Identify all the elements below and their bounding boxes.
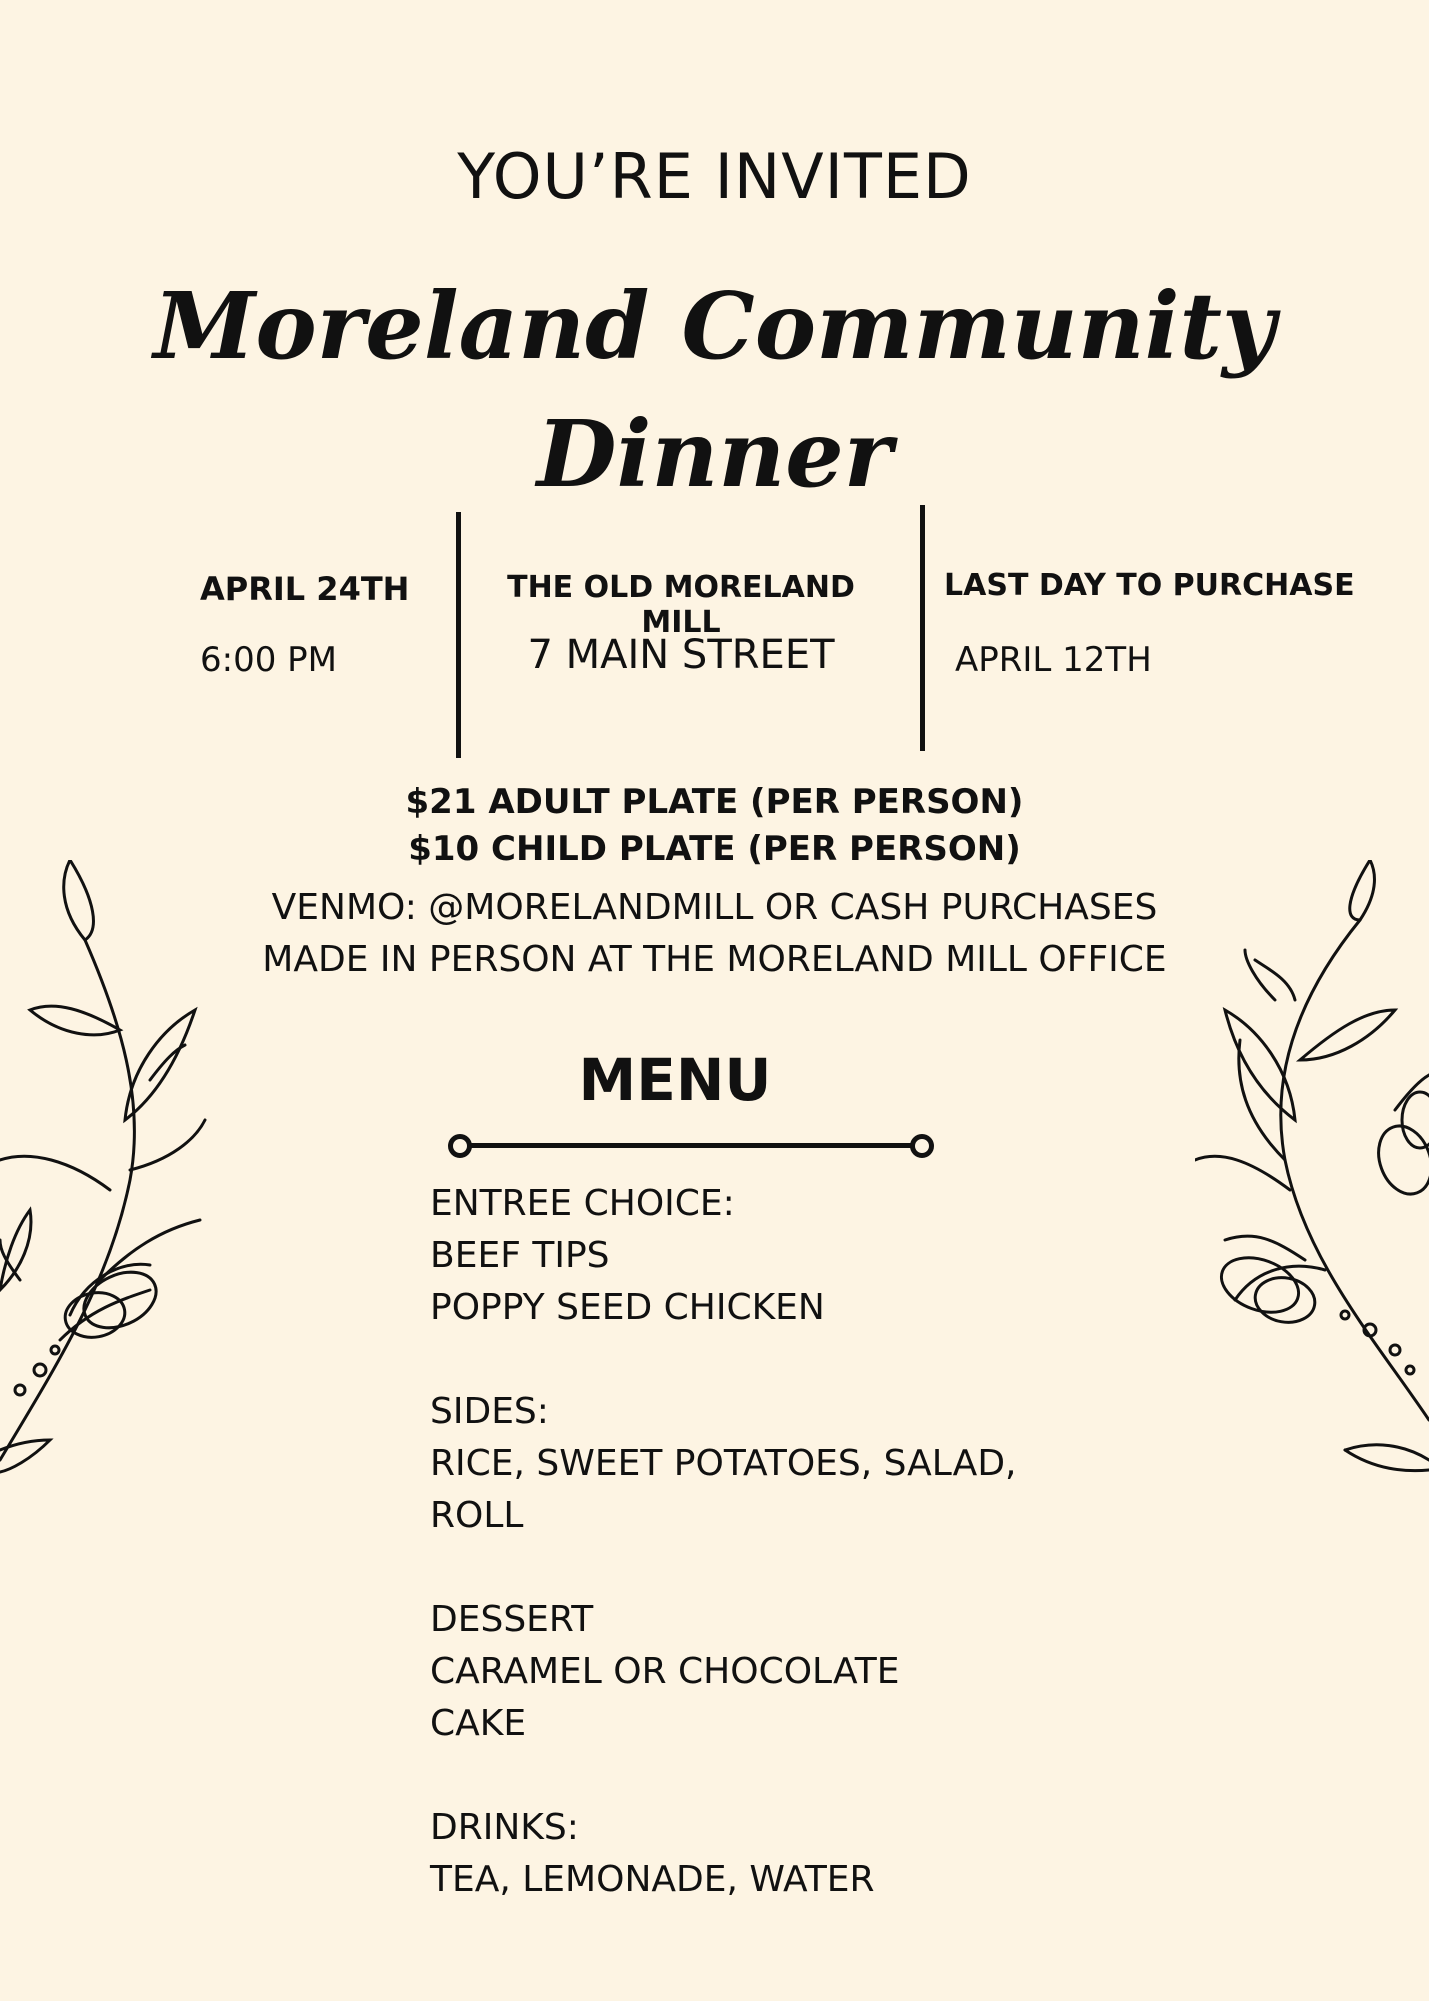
- menu-line: [430, 1750, 1016, 1802]
- child-price: $10 CHILD PLATE (PER PERSON): [408, 829, 1021, 869]
- menu-line: CAKE: [430, 1703, 527, 1744]
- menu-line: TEA, LEMONADE, WATER: [430, 1859, 875, 1900]
- payment-line-1: VENMO: @MORELANDMILL OR CASH PURCHASES: [271, 887, 1158, 928]
- menu-line: [430, 1542, 1016, 1594]
- deadline-date: APRIL 12TH: [955, 640, 1152, 680]
- floral-right-icon: [1195, 860, 1429, 1500]
- venue-name: THE OLD MORELAND MILL: [507, 570, 855, 640]
- menu-divider-dot-left: [448, 1134, 472, 1158]
- event-date: APRIL 24TH: [200, 570, 410, 608]
- menu-line: DESSERT: [430, 1599, 594, 1640]
- menu-line: ROLL: [430, 1495, 524, 1536]
- menu-line: CARAMEL OR CHOCOLATE: [430, 1651, 900, 1692]
- menu-line: POPPY SEED CHICKEN: [430, 1287, 825, 1328]
- event-title-line2: Dinner: [536, 400, 893, 508]
- menu-divider: [456, 1143, 926, 1148]
- menu-line: BEEF TIPS: [430, 1235, 610, 1276]
- payment-line-2: MADE IN PERSON AT THE MORELAND MILL OFFICE: [262, 939, 1167, 980]
- menu-heading: MENU: [578, 1046, 772, 1114]
- menu-line: ENTREE CHOICE:: [430, 1183, 735, 1224]
- event-time: 6:00 PM: [200, 640, 337, 680]
- floral-left-icon: [0, 860, 210, 1500]
- column-divider-left: [456, 512, 461, 758]
- menu-line: RICE, SWEET POTATOES, SALAD,: [430, 1443, 1017, 1484]
- menu-line: [430, 1334, 1016, 1386]
- column-divider-right: [920, 505, 925, 751]
- menu-line: DRINKS:: [430, 1807, 579, 1848]
- invited-heading: YOU’RE INVITED: [457, 140, 972, 213]
- event-title-line1: Moreland Community: [153, 272, 1276, 380]
- menu-line: SIDES:: [430, 1391, 549, 1432]
- menu-list: [430, 1178, 1016, 1906]
- deadline-label: LAST DAY TO PURCHASE: [944, 568, 1355, 603]
- venue-address: 7 MAIN STREET: [527, 632, 835, 678]
- menu-divider-dot-right: [910, 1134, 934, 1158]
- adult-price: $21 ADULT PLATE (PER PERSON): [405, 782, 1024, 822]
